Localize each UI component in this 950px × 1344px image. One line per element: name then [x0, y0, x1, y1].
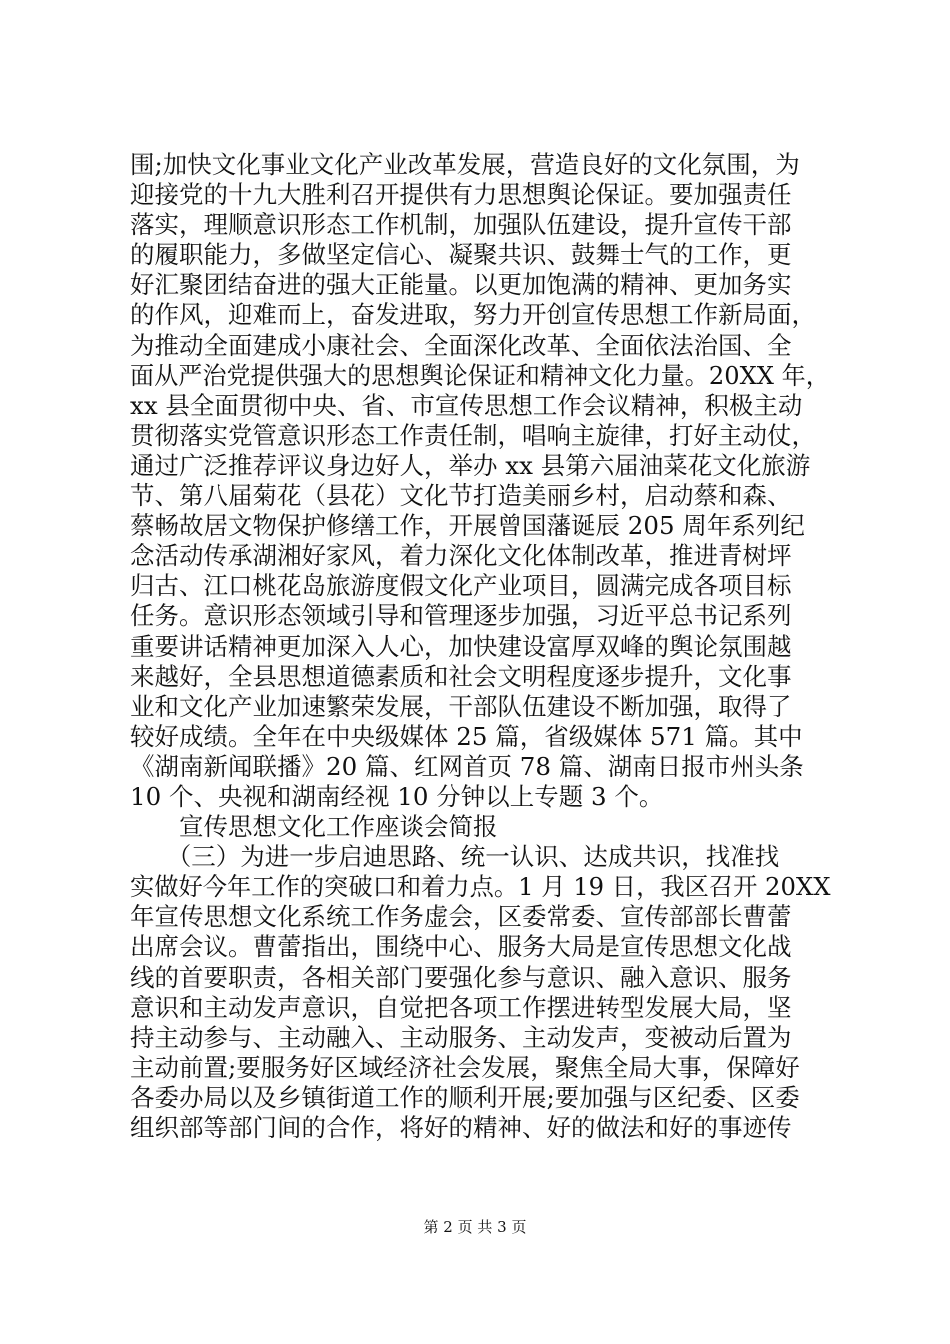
text-line: xx 县全面贯彻中央、省、市宣传思想工作会议精神，积极主动 [130, 390, 803, 420]
text-line: 主动前置;要服务好区域经济社会发展，聚焦全局大事，保障好 [130, 1052, 800, 1082]
text-line: 好汇聚团结奋进的强大正能量。以更加饱满的精神、更加务实 [130, 270, 792, 300]
text-line: 各委办局以及乡镇街道工作的顺利开展;要加强与区纪委、区委 [130, 1082, 800, 1112]
text-line: 贯彻落实党管意识形态工作责任制，唱响主旋律，打好主动仗， [130, 420, 816, 450]
text-line: 围;加快文化事业文化产业改革发展，营造良好的文化氛围，为 [130, 150, 800, 179]
document-body [130, 150, 830, 1143]
text-line: 重要讲话精神更加深入人心，加快建设富厚双峰的舆论氛围越 [130, 631, 792, 661]
text-line: 较好成绩。全年在中央级媒体 25 篇，省级媒体 571 篇。其中 [130, 721, 803, 751]
text-line: 通过广泛推荐评议身边好人，举办 xx 县第六届油菜花文化旅游 [130, 450, 811, 480]
text-line: 年宣传思想文化系统工作务虚会，区委常委、宣传部部长曹蕾 [130, 902, 792, 932]
text-line: 的作风，迎难而上，奋发进取，努力开创宣传思想工作新局面， [130, 300, 816, 330]
text-line: 宣传思想文化工作座谈会简报 [130, 812, 498, 842]
text-line: 任务。意识形态领域引导和管理逐步加强，习近平总书记系列 [130, 601, 792, 631]
text-line: 《湖南新闻联播》20 篇、红网首页 78 篇、湖南日报市州头条 [130, 751, 804, 781]
text-line: 线的首要职责，各相关部门要强化参与意识、融入意识、服务 [130, 962, 792, 992]
text-line: 面从严治党提供强大的思想舆论保证和精神文化力量。20XX 年， [130, 360, 830, 390]
text-line: 迎接党的十九大胜利召开提供有力思想舆论保证。要加强责任 [130, 180, 792, 210]
page-footer: 第 2 页 共 3 页 [423, 1218, 527, 1236]
text-line: 的履职能力，多做坚定信心、凝聚共识、鼓舞士气的工作，更 [130, 240, 792, 270]
text-line: 蔡畅故居文物保护修缮工作，开展曾国藩诞辰 205 周年系列纪 [130, 511, 805, 541]
text-line: 来越好，全县思想道德素质和社会文明程度逐步提升，文化事 [130, 661, 792, 691]
text-line: 实做好今年工作的突破口和着力点。1 月 19 日，我区召开 20XX [130, 872, 831, 902]
text-line: 落实，理顺意识形态工作机制，加强队伍建设，提升宣传干部 [130, 210, 792, 240]
text-line: 归古、江口桃花岛旅游度假文化产业项目，圆满完成各项目标 [130, 571, 792, 601]
text-line: 意识和主动发声意识，自觉把各项工作摆进转型发展大局，坚 [130, 992, 792, 1022]
text-line: 业和文化产业加速繁荣发展，干部队伍建设不断加强，取得了 [130, 691, 792, 721]
text-line: 节、第八届菊花（县花）文化节打造美丽乡村，启动蔡和森、 [130, 481, 792, 511]
text-line: 10 个、央视和湖南经视 10 分钟以上专题 3 个。 [130, 781, 664, 811]
text-line: 持主动参与、主动融入、主动服务、主动发声，变被动后置为 [130, 1022, 792, 1052]
text-line: （三）为进一步启迪思路、统一认识、达成共识，找准找 [130, 842, 780, 872]
text-line: 为推动全面建成小康社会、全面深化改革、全面依法治国、全 [130, 330, 792, 360]
text-line: 念活动传承湖湘好家风，着力深化文化体制改革，推进青树坪 [130, 541, 792, 571]
text-line: 出席会议。曹蕾指出，围绕中心、服务大局是宣传思想文化战 [130, 932, 792, 962]
text-line: 组织部等部门间的合作，将好的精神、好的做法和好的事迹传 [130, 1113, 792, 1142]
